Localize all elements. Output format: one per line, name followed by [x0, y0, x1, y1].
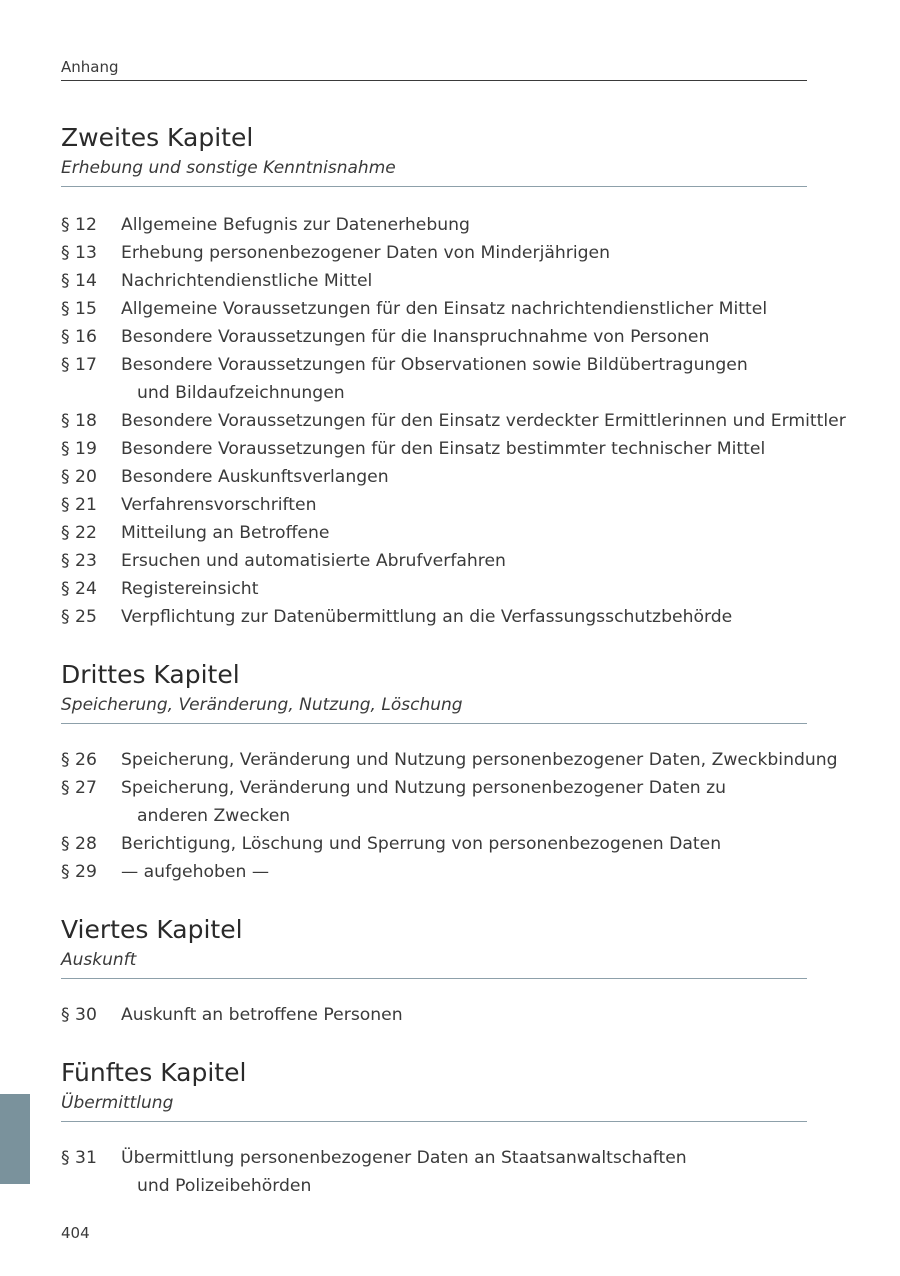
section-title-text: Auskunft an betroffene Personen: [121, 1005, 403, 1025]
section-title: [121, 463, 807, 491]
section-title-text: Allgemeine Befugnis zur Datenerhebung: [121, 215, 470, 235]
chapter-subtitle: Übermittlung: [61, 1091, 807, 1122]
toc-entry: [61, 323, 807, 351]
section-title-text: — aufgehoben —: [121, 862, 270, 882]
chapter-section: [61, 657, 838, 886]
section-title-text: Verfahrensvorschriften: [121, 495, 317, 515]
toc-entry: [61, 491, 807, 519]
toc-entry: [61, 1144, 807, 1200]
toc-entry: [61, 295, 807, 323]
section-number: § 21: [61, 495, 97, 515]
toc-entry: [61, 1001, 807, 1029]
chapter-subtitle: Speicherung, Veränderung, Nutzung, Löschung: [61, 693, 807, 724]
section-title-text: Besondere Voraussetzungen für den Einsatz verdeckter Ermittlerinnen und Ermittler: [121, 411, 846, 431]
section-title: [121, 746, 838, 774]
toc-entry: [61, 603, 807, 631]
toc-entry: [61, 858, 807, 886]
section-title-text: Ersuchen und automatisierte Abrufverfahren: [121, 551, 506, 571]
page-number: 404: [61, 1224, 90, 1242]
toc-entry: [61, 407, 846, 435]
section-title-continuation: anderen Zwecken: [137, 806, 291, 826]
toc-entry: [61, 774, 807, 830]
toc-entry: [61, 519, 807, 547]
chapter-section: [61, 1055, 807, 1200]
section-title: [121, 407, 846, 435]
section-title-text: Registereinsicht: [121, 579, 259, 599]
section-list: [61, 746, 838, 886]
section-number: § 20: [61, 467, 97, 487]
chapter-section: [61, 912, 807, 1029]
section-title-text: Allgemeine Voraussetzungen für den Einsatz nachrichtendienstlicher Mittel: [121, 299, 768, 319]
section-title: [121, 547, 807, 575]
section-title: [121, 603, 807, 631]
section-title-text: Besondere Auskunftsverlangen: [121, 467, 389, 487]
section-title-text: Übermittlung personenbezogener Daten an Staatsanwaltschaften: [121, 1148, 687, 1168]
section-number: § 16: [61, 327, 97, 347]
chapter-section: [61, 120, 846, 631]
toc-entry: [61, 211, 807, 239]
section-title: [121, 323, 807, 351]
section-title: [121, 435, 807, 463]
chapter-title: Viertes Kapitel: [61, 915, 243, 944]
toc-entry: [61, 830, 807, 858]
toc-entry: [61, 351, 807, 407]
section-title-text: Nachrichtendienstliche Mittel: [121, 271, 373, 291]
chapter-title: Zweites Kapitel: [61, 123, 254, 152]
section-list: [61, 1144, 807, 1200]
toc-entry: [61, 746, 838, 774]
section-number: § 26: [61, 750, 97, 770]
section-title-continuation: und Polizeibehörden: [137, 1176, 312, 1196]
section-title-text: Erhebung personenbezogener Daten von Minderjährigen: [121, 243, 610, 263]
section-number: § 27: [61, 778, 97, 798]
section-title-text: Mitteilung an Betroffene: [121, 523, 330, 543]
toc-entry: [61, 435, 807, 463]
section-number: § 12: [61, 215, 97, 235]
section-list: [61, 211, 846, 631]
section-number: § 18: [61, 411, 97, 431]
section-title: [121, 858, 807, 886]
section-title: [121, 774, 807, 830]
section-number: § 19: [61, 439, 97, 459]
section-title: [121, 491, 807, 519]
section-number: § 25: [61, 607, 97, 627]
section-title: [121, 519, 807, 547]
section-title-text: Speicherung, Veränderung und Nutzung personenbezogener Daten, Zweckbindung: [121, 750, 838, 770]
section-list: [61, 1001, 807, 1029]
section-title-text: Berichtigung, Löschung und Sperrung von personenbezogenen Daten: [121, 834, 722, 854]
section-title: [121, 351, 807, 407]
section-number: § 14: [61, 271, 97, 291]
section-number: § 22: [61, 523, 97, 543]
section-title-text: Speicherung, Veränderung und Nutzung personenbezogener Daten zu: [121, 778, 727, 798]
section-number: § 23: [61, 551, 97, 571]
toc-entry: [61, 547, 807, 575]
section-title: [121, 239, 807, 267]
chapter-subtitle: Auskunft: [61, 948, 807, 979]
running-header: Anhang: [61, 56, 807, 81]
section-number: § 31: [61, 1148, 97, 1168]
section-title: [121, 295, 807, 323]
toc-entry: [61, 575, 807, 603]
section-title: [121, 211, 807, 239]
toc-entry: [61, 463, 807, 491]
section-number: § 24: [61, 579, 97, 599]
section-number: § 29: [61, 862, 97, 882]
section-number: § 17: [61, 355, 97, 375]
section-title-continuation: und Bildaufzeichnungen: [137, 383, 345, 403]
section-title: [121, 267, 807, 295]
section-title: [121, 575, 807, 603]
section-number: § 13: [61, 243, 97, 263]
section-title: [121, 830, 807, 858]
chapter-title: Fünftes Kapitel: [61, 1058, 247, 1087]
section-title: [121, 1001, 807, 1029]
table-of-contents: [61, 120, 846, 1226]
toc-entry: [61, 239, 807, 267]
section-title: [121, 1144, 807, 1200]
chapter-tab-marker: [0, 1094, 30, 1184]
section-number: § 30: [61, 1005, 97, 1025]
section-title-text: Besondere Voraussetzungen für die Inanspruchnahme von Personen: [121, 327, 710, 347]
section-number: § 15: [61, 299, 97, 319]
section-title-text: Besondere Voraussetzungen für den Einsatz bestimmter technischer Mittel: [121, 439, 766, 459]
toc-entry: [61, 267, 807, 295]
section-title-text: Verpflichtung zur Datenübermittlung an die Verfassungsschutzbehörde: [121, 607, 733, 627]
section-title-text: Besondere Voraussetzungen für Observationen sowie Bildübertragungen: [121, 355, 748, 375]
chapter-title: Drittes Kapitel: [61, 660, 240, 689]
chapter-subtitle: Erhebung und sonstige Kenntnisnahme: [61, 156, 807, 187]
section-number: § 28: [61, 834, 97, 854]
